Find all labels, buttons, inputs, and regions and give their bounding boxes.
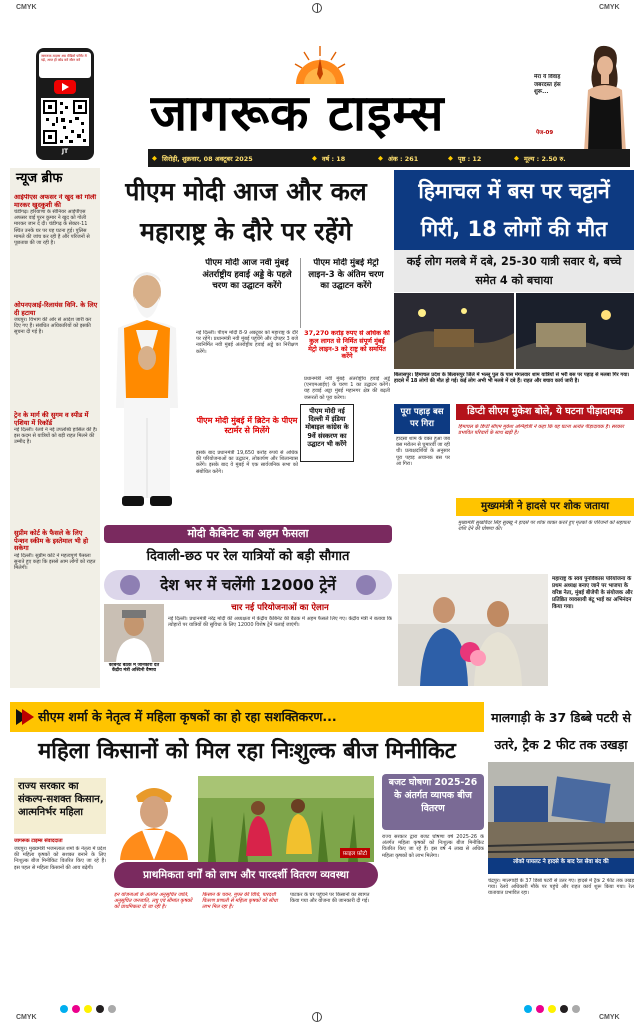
dcm-headline: डिप्टी सीएम मुकेश बोले, ये घटना पीड़ादायक	[456, 404, 634, 420]
qr-panel-text: जागरूक टाइम्स अब वीडियो फॉर्मेट में पढ़ें, आज ही कोड करें स्कैन करें	[39, 52, 91, 78]
women-side-head-box	[14, 778, 106, 834]
pm-sub2: पीएम मोदी मुंबई मेट्रो लाइन-3 के अंतिम चरण का उद्घाटन करेंगे	[308, 258, 384, 291]
info-city-date: सिरोही, शुक्रवार, 08 अक्टूबर 2025	[162, 154, 253, 163]
brief-title-1: आईपीएस अफसर ने खुद को गोली मारकर खुदकुशी की	[14, 194, 97, 209]
pm-sub1: पीएम मोदी आज नवी मुंबई अंतर्राष्ट्रीय हवाई अड्डे के पहले चरण का उद्घाटन करेंगे	[202, 258, 292, 291]
pm-box-callout: पीएम मोदी नई दिल्ली में इंडिया मोबाइल कांग्रेस के 9वें संस्करण का उद्घाटन भी करेंगे	[300, 404, 354, 462]
decor-left-circle-icon	[120, 575, 140, 595]
brief-body-2: जयपुर। विभाग की ओर से आदेश जारी कर दिए गए हैं। संबंधित अधिकारियों को इसकी सूचना दी गई है।	[14, 317, 92, 336]
brief-body-4: नई दिल्ली। सुप्रीम कोर्ट ने महत्वपूर्ण फैसला सुनाते हुए कहा कि इससे आम लोगों को राहत मिलेगी।	[14, 552, 96, 571]
cabinet-body: नई दिल्ली। प्रधानमंत्री नरेंद्र मोदी की अध्यक्षता में केंद्रीय कैबिनेट की बैठक में अहम फैसले लिए गए। केंद्रीय मंत्री ने बताया कि त्योहारों पर यात्रियों की सुविधा के लिए 12000 विशेष ट्रेनें चलाई जाएंगी।	[168, 616, 392, 629]
train-body: चंद्रपुर। मालगाड़ी के 37 डिब्बे पटरी से उतर गए। हादसे में ट्रैक 2 फीट तक उखड़ गया। रेलवे अधिकारी मौके पर पहुंचे और राहत कार्य शुरू किया गया। रेल यातायात प्रभावित रहा।	[488, 878, 634, 897]
women-side-body: जयपुर। मुख्यमंत्री भजनलाल शर्मा के नेतृत्व में प्रदेश की महिला कृषकों को सशक्त बनाने के लिए निःशुल्क बीज मिनीकिट वितरित किए जा रहे हैं। इस पहल से महिला किसानों की आय बढ़ेगी।	[14, 846, 106, 871]
cm-headline: मुख्यमंत्री ने हादसे पर शोक जताया	[456, 498, 634, 516]
himachal-photo-1	[394, 293, 514, 369]
women-pill: प्राथमिकता वर्गों को लाभ और पारदर्शी वितरण व्यवस्था	[114, 862, 378, 888]
youtube-icon	[54, 80, 76, 94]
women-field-photo	[198, 776, 374, 862]
women-byline: जागरूक टाइम्स संवाददाता	[14, 838, 63, 844]
news-brief-column	[10, 168, 100, 688]
promo-box	[534, 44, 630, 152]
brief-body-1: चंडीगढ़। हरियाणा के सीनियर आईपीएस अफसर वाई पूरन कुमार ने खुद को गोली मारकर जान दे दी। चंडीगढ़ के सेक्टर-11 स्थित उनके घर पर यह घटना हुई। पुलिस मामले की जांच कर रही है और परिजनों से पूछताछ की जा रही है।	[14, 209, 90, 247]
photo-story-text: महाराष्ट्र के स्वयं पुनर्विकास परियोजना के प्रथम अध्यक्ष बनाए जाने पर भाजपा के वरिष्ठ नेता, मुंबई बीजेपी के संयोजक और प्रतिष्ठित व्यवसायी बंटू भाई का अभिनंदन किया गया।	[552, 576, 633, 610]
pm-body1: नई दिल्ली। पीएम मोदी 8-9 अक्टूबर को महाराष्ट्र के दौरे पर रहेंगे। प्रधानमंत्री नवी मुंबई पहुंचेंगे और दोपहर 3 बजे नवनिर्मित नवी मुंबई अंतर्राष्ट्रीय हवाई अड्डे का निरीक्षण करेंगे।	[196, 330, 298, 355]
women-kicker-band	[10, 702, 484, 732]
cabinet-sub: चार नई परियोजनाओं का ऐलान	[231, 603, 329, 613]
info-issue: अंक : 261	[388, 154, 419, 163]
women-cm-photo	[114, 776, 194, 860]
budget-body: राज्य सरकार द्वारा बजट घोषणा वर्ष 2025-26 के अंतर्गत महिला कृषकों को निःशुल्क बीज मिनीकिट वितरित किए जा रहे हैं। इस वर्ष 4 लाख से अधिक महिला कृषकों को लाभ मिलेगा।	[382, 834, 484, 859]
qr-code-icon	[41, 98, 89, 146]
cabinet-headline2: देश भर में चलेंगी 12000 ट्रेनें	[160, 576, 336, 594]
pm-body2: इसके बाद प्रधानमंत्री 19,650 करोड़ रुपये से अधिक की परियोजनाओं का उद्घाटन, लोकार्पण और शिलान्यास करेंगे। इसके बाद वे मुंबई में एक सार्वजनिक सभा को संबोधित करेंगे।	[196, 450, 298, 475]
pm-headline: पीएम मोदी आज और कल महाराष्ट्र के दौरे पर रहेंगे	[125, 177, 367, 246]
decor-right-circle-icon	[356, 575, 376, 595]
women-kicker: सीएम शर्मा के नेतृत्व में महिला कृषकों का हो रहा सशक्तिकरण...	[38, 709, 337, 724]
women-body2: किसान के चयन, मुफ्त की विधि, पारदर्शी वितरण प्रणाली से महिला कृषकों को सीधा लाभ मिल रहा है।	[202, 892, 278, 911]
women-body3: पाटकर के घर पहुंचने पर किसानों का स्वागत किया गया और योजना की जानकारी दी गई।	[290, 892, 370, 905]
himachal-photo-2	[516, 293, 634, 369]
train-headline: मालगाड़ी के 37 डिब्बे पटरी से उतरे, ट्रैक 2 फीट तक उखड़ा	[491, 710, 631, 752]
pm-red-callout: पीएम मोदी मुंबई में ब्रिटेन के पीएम स्टार्मर से मिलेंगे	[196, 416, 298, 435]
cm-body: मुख्यमंत्री सुखविंदर सिंह सुक्खू ने हादसे पर शोक व्यक्त करते हुए मृतकों के परिजनों को सहायता राशि देने की घोषणा की।	[458, 520, 631, 533]
cabinet-banner: मोदी कैबिनेट का अहम फैसला	[104, 525, 392, 543]
train-caption: लोको पायलट ने हादसे के बाद रेल सेवा बंद की	[488, 858, 634, 874]
budget-head: बजट घोषणा 2025-26 के अंतर्गत व्यापक बीज वितरण	[382, 774, 484, 830]
color-bar	[60, 1005, 580, 1015]
cabinet-minister-photo	[104, 604, 164, 662]
print-mark-right: CMYK	[599, 4, 620, 11]
women-body1: इन योजनाओं के अंतर्गत अनुसूचित जाति, अनुसूचित जनजाति, लघु एवं सीमांत कृषकों को प्राथमिकता दी जा रही है।	[114, 892, 193, 911]
cabinet-headline2-band	[104, 570, 392, 600]
registration-mark-icon	[312, 3, 322, 13]
himachal-body: बिलासपुर। हिमाचल प्रदेश के बिलासपुर जिले में भल्लू पुल के पास मंगलवार शाम यात्रियों से भरी बस पर पहाड़ से मलबा गिर गया। हादसे में 18 लोगों की मौत हो गई। कई लोग अभी भी मलबे में दबे हैं। राहत और बचाव कार्य जारी है।	[394, 372, 630, 385]
pm-quote: 37,270 करोड़ रुपए से अधिक की कुल लागत से निर्मित संपूर्ण मुंबई मेट्रो लाइन-3 को राष्ट्र को समर्पित करेंगे	[304, 330, 390, 361]
women-photo-caption: फ़ाइल फ़ोटो	[340, 848, 370, 858]
qr-panel-bottom: JT	[61, 148, 69, 155]
dcm-body: हिमाचल के डिप्टी सीएम मुकेश अग्निहोत्री ने कहा कि यह घटना अत्यंत पीड़ादायक है। सरकार प्रभावित परिवारों के साथ खड़ी है।	[458, 424, 624, 437]
info-price: मूल्य : 2.50 रु.	[524, 154, 566, 163]
arrow-icon	[14, 707, 34, 727]
train-photo	[488, 762, 634, 858]
cabinet-headline1: दिवाली-छठ पर रेल यात्रियों को बड़ी सौगात	[146, 549, 350, 564]
print-mark-bottom-right: CMYK	[599, 1014, 620, 1021]
himachal-box-head: पूरा पहाड़ बस पर गिरा	[394, 404, 450, 434]
cabinet-caption: कैबिनेट बैठक में जानकारी देते केंद्रीय मंत्री अश्विनी वैष्णव	[108, 663, 160, 674]
women-side-head: राज्य सरकार का संकल्प-सशक्त किसान, आत्मनिर्भर महिला	[18, 781, 104, 818]
pm-body3: प्रधानमंत्री नवी मुंबई अंतर्राष्ट्रीय हवाई अड्डे (एनएमआईए) के चरण 1 का उद्घाटन करेंगे। यह हवाई अड्डा मुंबई महानगर क्षेत्र की बढ़ती जरूरतों को पूरा करेगा।	[304, 376, 390, 401]
masthead-title: जागरूक टाइम्स	[150, 84, 445, 142]
himachal-subhead: कई लोग मलबे में दबे, 25-30 यात्री सवार थे, बच्चे समेत 4 को बचाया	[394, 250, 634, 292]
himachal-box-body: हादसा शाम के वक्त हुआ जब बस मरोतन से घुमारवीं जा रही थी। प्रत्यक्षदर्शियों के अनुसार पूरा पहाड़ अचानक बस पर आ गिरा।	[396, 436, 450, 467]
brief-body-3: नई दिल्ली। रेलवे ने नई उपलब्धि हासिल की है। इस कदम से यात्रियों को बड़ी राहत मिलने की उम्मीद है।	[14, 427, 98, 446]
info-pages: पृष्ठ : 12	[458, 154, 482, 163]
print-mark-left: CMYK	[16, 4, 37, 11]
qr-panel	[36, 48, 94, 160]
promo-page-ref: पेज-09	[536, 130, 554, 136]
pm-modi-photo	[104, 258, 190, 520]
model-photo	[578, 44, 628, 152]
promo-text: मेरा ये विवाह जबरदस्त हंस शुरू...	[534, 74, 561, 95]
himachal-headline: हिमाचल में बस पर चट्टानें गिरीं, 18 लोगों की मौत	[394, 170, 634, 250]
brief-title-3: ट्रेन के मार्ग की सुगम व स्पीड में एशिया में रिकॉर्ड	[14, 411, 89, 427]
brief-title-4: सुप्रीम कोर्ट के फैसले के लिए पेन्शन स्कीम के इस्तेमाल भी हो सकेगा	[14, 529, 89, 552]
photo-story-image	[398, 574, 548, 686]
brief-title-2: ओपनएआई-रिलायंस विनि. के लिए दी हटाया	[14, 301, 98, 317]
women-headline: महिला किसानों को मिल रहा निःशुल्क बीज मिनीकिट	[38, 739, 456, 764]
print-mark-bottom-left: CMYK	[16, 1014, 37, 1021]
info-bar: ◆ सिरोही, शुक्रवार, 08 अक्टूबर 2025 ◆ वर्ष : 18 ◆ अंक : 261 ◆ पृष्ठ : 12 ◆ मूल्य : 2.50 रु.	[148, 149, 630, 167]
news-brief-header: न्यूज ब्रीफ	[16, 171, 63, 186]
himachal-photos	[394, 293, 634, 369]
info-year: वर्ष : 18	[322, 154, 346, 163]
